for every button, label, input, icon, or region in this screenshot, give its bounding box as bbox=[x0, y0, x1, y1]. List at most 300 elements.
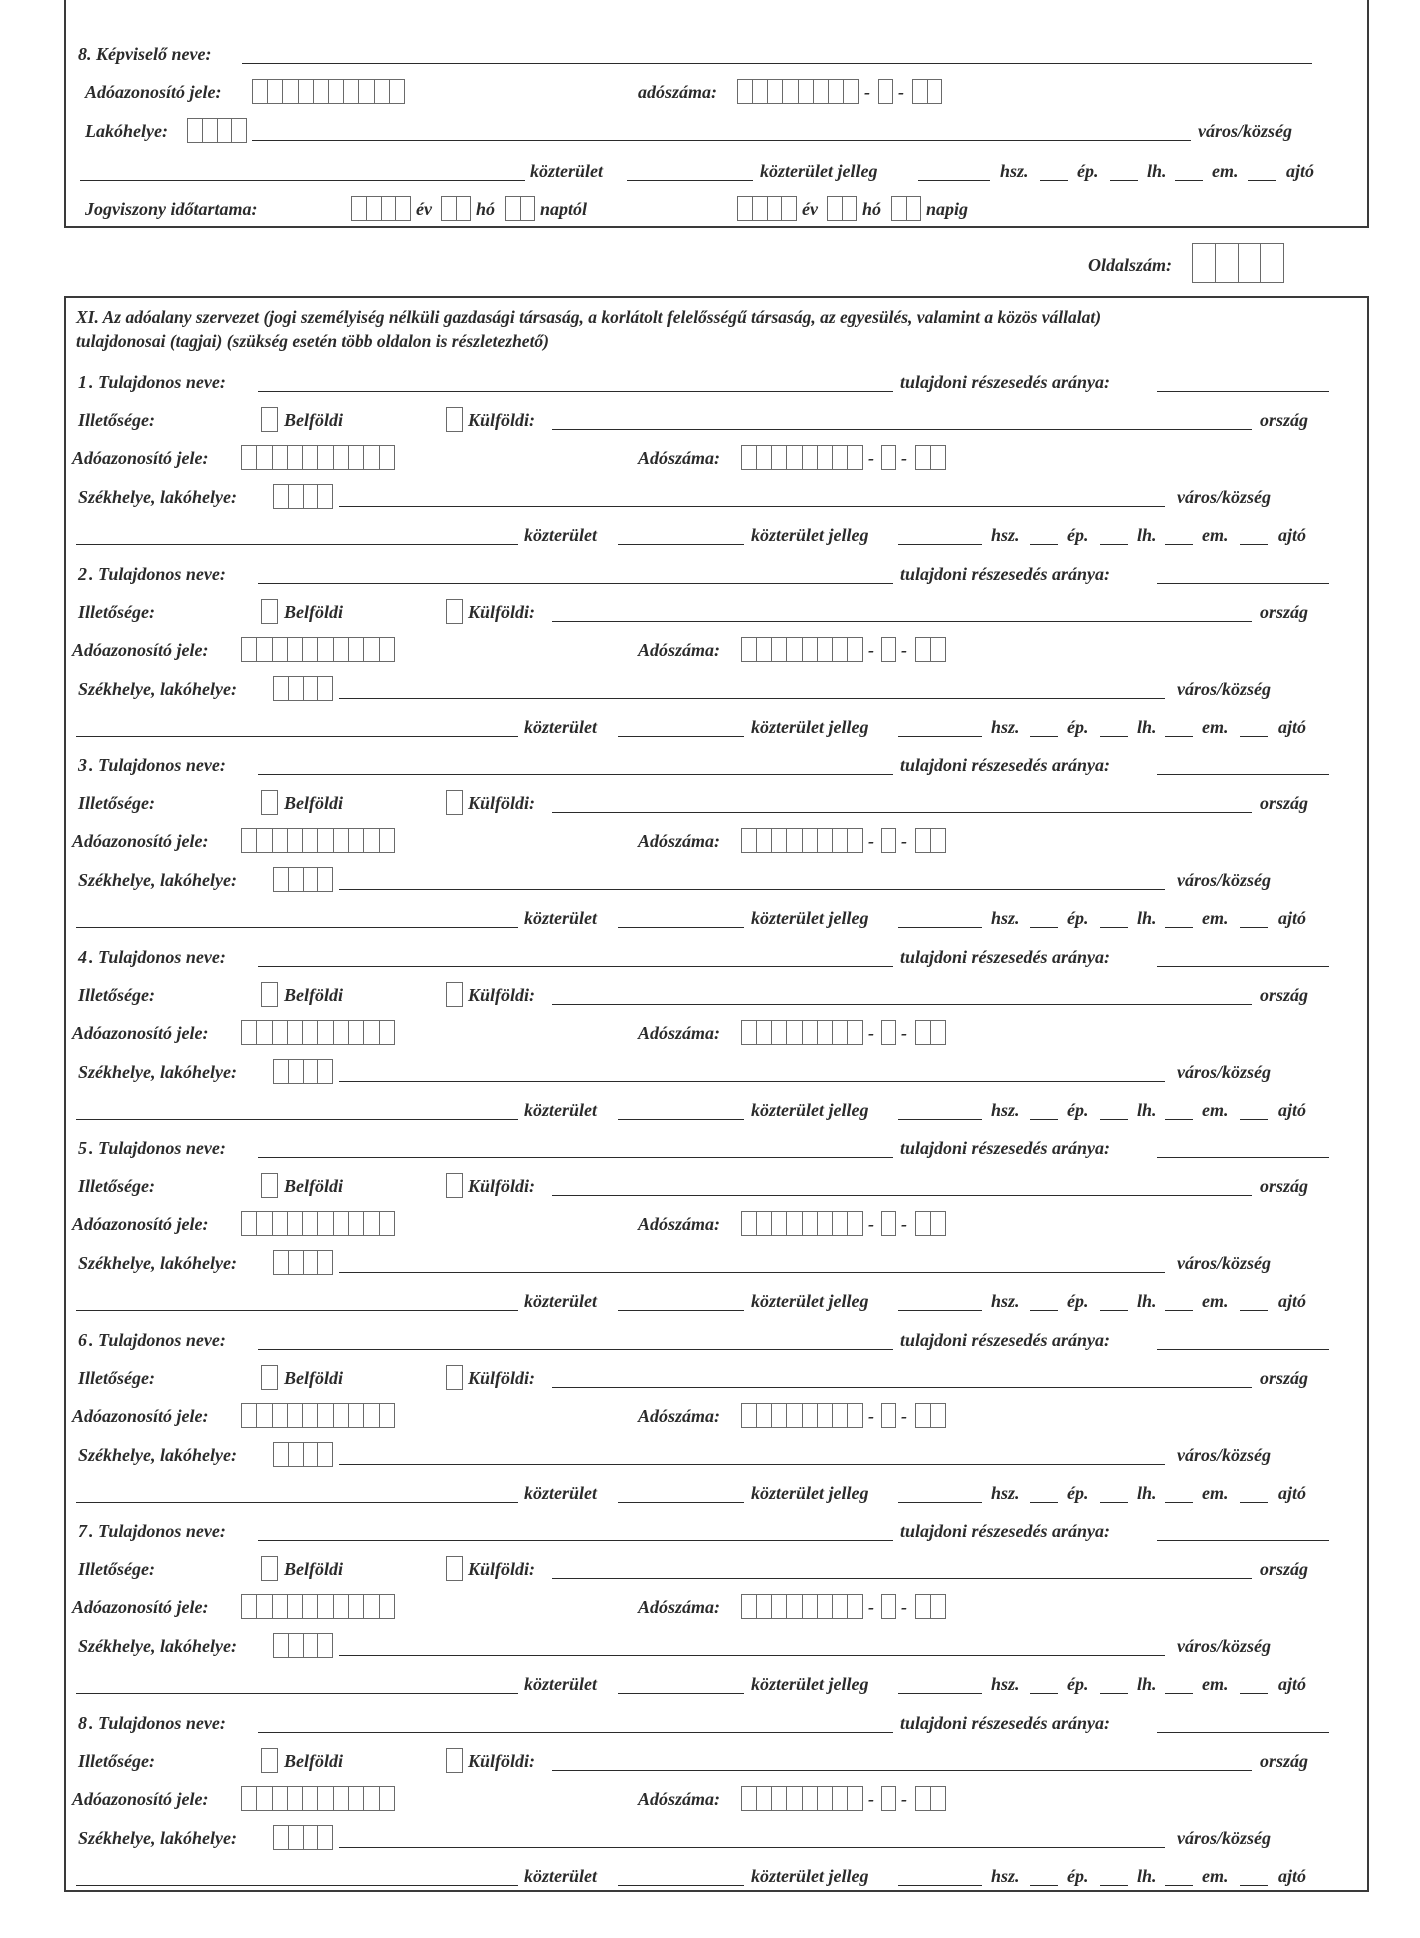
foreign-checkbox[interactable] bbox=[446, 1748, 463, 1773]
tax-num-label: Adószáma: bbox=[638, 640, 721, 660]
tax-num-boxes-a[interactable] bbox=[741, 637, 863, 662]
rep-street-field[interactable] bbox=[80, 180, 525, 181]
owner-number: 3 bbox=[78, 755, 87, 775]
domestic-checkbox[interactable] bbox=[261, 1748, 278, 1773]
from-day-boxes[interactable] bbox=[505, 196, 535, 221]
street-type-field[interactable] bbox=[618, 1885, 744, 1886]
share-field[interactable] bbox=[1157, 391, 1329, 392]
from-month-boxes[interactable] bbox=[441, 196, 471, 221]
from-year-boxes[interactable] bbox=[351, 196, 411, 221]
owner-number: 6 bbox=[78, 1330, 87, 1350]
em-field[interactable] bbox=[1165, 1119, 1193, 1120]
street-type-field[interactable] bbox=[618, 1119, 744, 1120]
street-type-label: közterület jelleg bbox=[751, 525, 869, 545]
share-field[interactable] bbox=[1157, 1540, 1329, 1541]
domestic-label: Belföldi bbox=[284, 985, 343, 1005]
city-field[interactable] bbox=[339, 889, 1165, 890]
domestic-checkbox[interactable] bbox=[261, 599, 278, 624]
share-field[interactable] bbox=[1157, 1349, 1329, 1350]
domestic-label: Belföldi bbox=[284, 1559, 343, 1579]
tax-num-boxes-c[interactable] bbox=[915, 445, 946, 470]
lh-label: lh. bbox=[1137, 1483, 1157, 1503]
country-label: ország bbox=[1260, 985, 1309, 1005]
share-label: tulajdoni részesedés aránya: bbox=[900, 1521, 1111, 1541]
domestic-checkbox[interactable] bbox=[261, 1173, 278, 1198]
city-label: város/község bbox=[1177, 1636, 1271, 1656]
tax-num-boxes-b[interactable] bbox=[881, 1786, 896, 1811]
street-label: közterület bbox=[524, 1674, 598, 1694]
ep-label: ép. bbox=[1067, 1674, 1089, 1694]
ajto-label: ajtó bbox=[1286, 161, 1315, 181]
ajto-field[interactable] bbox=[1240, 1693, 1268, 1694]
hsz-label: hsz. bbox=[1000, 161, 1029, 181]
ajto-label: ajtó bbox=[1278, 1866, 1307, 1886]
tax-num-boxes-b[interactable] bbox=[881, 1211, 896, 1236]
owner-name-field[interactable] bbox=[258, 1349, 893, 1350]
rep-legal-rel-label: Jogviszony időtartama: bbox=[85, 199, 258, 219]
country-field[interactable] bbox=[552, 812, 1252, 813]
em-field[interactable] bbox=[1165, 1502, 1193, 1503]
tax-num-boxes-a[interactable] bbox=[741, 445, 863, 470]
hsz-field[interactable] bbox=[898, 544, 982, 545]
em-field[interactable] bbox=[1165, 736, 1193, 737]
lh-field[interactable] bbox=[1100, 927, 1128, 928]
tax-id-label: Adóazonosító jele: bbox=[72, 1406, 209, 1426]
tax-num-label: Adószáma: bbox=[638, 448, 721, 468]
owner-name-field[interactable] bbox=[258, 774, 893, 775]
zip-boxes[interactable] bbox=[273, 1250, 333, 1275]
tax-id-boxes[interactable] bbox=[241, 1786, 395, 1811]
owner-name-field[interactable] bbox=[258, 1157, 893, 1158]
street-type-label: közterület jelleg bbox=[751, 717, 869, 737]
hsz-field[interactable] bbox=[898, 1310, 982, 1311]
country-label: ország bbox=[1260, 1751, 1309, 1771]
street-field[interactable] bbox=[76, 1119, 518, 1120]
street-type-field[interactable] bbox=[618, 736, 744, 737]
dash: - bbox=[901, 448, 907, 468]
rep-field[interactable] bbox=[1175, 180, 1203, 181]
lh-field[interactable] bbox=[1100, 1502, 1128, 1503]
owner-name-label: . Tulajdonos neve: bbox=[89, 1521, 226, 1541]
dash: - bbox=[868, 1406, 874, 1426]
lh-field[interactable] bbox=[1100, 1693, 1128, 1694]
city-field[interactable] bbox=[339, 698, 1165, 699]
zip-boxes[interactable] bbox=[273, 1633, 333, 1658]
owner-number: 4 bbox=[78, 947, 87, 967]
hsz-field[interactable] bbox=[898, 736, 982, 737]
street-type-label: közterület jelleg bbox=[751, 1674, 869, 1694]
street-label: közterület bbox=[530, 161, 604, 181]
tax-id-label: Adóazonosító jele: bbox=[72, 640, 209, 660]
zip-boxes[interactable] bbox=[273, 1825, 333, 1850]
tax-num-label: Adószáma: bbox=[638, 831, 721, 851]
em-field[interactable] bbox=[1165, 1310, 1193, 1311]
street-type-label: közterület jelleg bbox=[751, 1291, 869, 1311]
hsz-field[interactable] bbox=[898, 1885, 982, 1886]
street-type-field[interactable] bbox=[618, 1502, 744, 1503]
hsz-field[interactable] bbox=[898, 1502, 982, 1503]
tax-id-label: Adóazonosító jele: bbox=[72, 831, 209, 851]
ep-field[interactable] bbox=[1030, 1119, 1058, 1120]
owner-number: 1 bbox=[78, 372, 87, 392]
country-field[interactable] bbox=[552, 1387, 1252, 1388]
hsz-field[interactable] bbox=[898, 927, 982, 928]
tax-id-boxes[interactable] bbox=[241, 1211, 395, 1236]
hsz-label: hsz. bbox=[991, 1291, 1020, 1311]
tax-num-boxes-c[interactable] bbox=[915, 637, 946, 662]
owner-name-field[interactable] bbox=[258, 966, 893, 967]
dash: - bbox=[868, 1214, 874, 1234]
dash: - bbox=[868, 831, 874, 851]
residency-label: Illetősége: bbox=[78, 1368, 155, 1388]
dash: - bbox=[901, 1597, 907, 1617]
owner-number: 7 bbox=[78, 1521, 87, 1541]
street-label: közterület bbox=[524, 908, 598, 928]
rep-zip-boxes[interactable] bbox=[187, 118, 247, 143]
owner-name-field[interactable] bbox=[258, 1540, 893, 1541]
page-number-boxes[interactable] bbox=[1192, 243, 1284, 283]
owner-name-field[interactable] bbox=[258, 1732, 893, 1733]
tax-num-boxes-a[interactable] bbox=[741, 1786, 863, 1811]
ajto-label: ajtó bbox=[1278, 1100, 1307, 1120]
city-field[interactable] bbox=[339, 1464, 1165, 1465]
ajto-label: ajtó bbox=[1278, 908, 1307, 928]
dash: - bbox=[868, 1789, 874, 1809]
owner-name-label: . Tulajdonos neve: bbox=[89, 755, 226, 775]
city-field[interactable] bbox=[339, 1081, 1165, 1082]
street-type-label: közterület jelleg bbox=[751, 1866, 869, 1886]
city-label: város/község bbox=[1177, 1828, 1271, 1848]
residency-label: Illetősége: bbox=[78, 410, 155, 430]
domestic-label: Belföldi bbox=[284, 1176, 343, 1196]
domestic-checkbox[interactable] bbox=[261, 1365, 278, 1390]
ajto-label: ajtó bbox=[1278, 1483, 1307, 1503]
tax-num-boxes-c[interactable] bbox=[915, 1020, 946, 1045]
zip-boxes[interactable] bbox=[273, 676, 333, 701]
hsz-label: hsz. bbox=[991, 1100, 1020, 1120]
street-label: közterület bbox=[524, 525, 598, 545]
lh-label: lh. bbox=[1137, 1291, 1157, 1311]
country-label: ország bbox=[1260, 1176, 1309, 1196]
share-field[interactable] bbox=[1157, 966, 1329, 967]
street-type-field[interactable] bbox=[618, 927, 744, 928]
rep-name-field[interactable] bbox=[242, 63, 1312, 64]
rep-field[interactable] bbox=[1040, 180, 1068, 181]
rep-tax-num-label: adószáma: bbox=[638, 82, 718, 102]
zip-boxes[interactable] bbox=[273, 484, 333, 509]
to-month-boxes[interactable] bbox=[827, 196, 857, 221]
foreign-label: Külföldi: bbox=[468, 602, 536, 622]
zip-boxes[interactable] bbox=[273, 1059, 333, 1084]
rep-tax-num-boxes-a[interactable] bbox=[737, 79, 859, 104]
owner-number: 8 bbox=[78, 1713, 87, 1733]
rep-field[interactable] bbox=[918, 180, 990, 181]
city-label: város/község bbox=[1177, 487, 1271, 507]
seat-label: Székhelye, lakóhelye: bbox=[78, 679, 237, 699]
year-label: év bbox=[802, 199, 818, 219]
street-field[interactable] bbox=[76, 927, 518, 928]
street-type-label: közterület jelleg bbox=[751, 908, 869, 928]
owner-name-field[interactable] bbox=[258, 391, 893, 392]
owner-name-label: . Tulajdonos neve: bbox=[89, 947, 226, 967]
tax-num-label: Adószáma: bbox=[638, 1406, 721, 1426]
country-label: ország bbox=[1260, 410, 1309, 430]
seat-label: Székhelye, lakóhelye: bbox=[78, 1828, 237, 1848]
share-field[interactable] bbox=[1157, 1157, 1329, 1158]
ajto-label: ajtó bbox=[1278, 717, 1307, 737]
owners-section-frame bbox=[64, 296, 1369, 1892]
em-label: em. bbox=[1202, 525, 1229, 545]
tax-id-label: Adóazonosító jele: bbox=[72, 1214, 209, 1234]
zip-boxes[interactable] bbox=[273, 867, 333, 892]
em-field[interactable] bbox=[1165, 1693, 1193, 1694]
share-label: tulajdoni részesedés aránya: bbox=[900, 947, 1111, 967]
street-type-field[interactable] bbox=[618, 1310, 744, 1311]
lh-field[interactable] bbox=[1100, 1119, 1128, 1120]
residency-label: Illetősége: bbox=[78, 1751, 155, 1771]
ep-label: ép. bbox=[1067, 1483, 1089, 1503]
tax-num-label: Adószáma: bbox=[638, 1023, 721, 1043]
tax-id-boxes[interactable] bbox=[241, 637, 395, 662]
ajto-field[interactable] bbox=[1240, 1119, 1268, 1120]
tax-num-boxes-c[interactable] bbox=[915, 1786, 946, 1811]
foreign-checkbox[interactable] bbox=[446, 1365, 463, 1390]
foreign-label: Külföldi: bbox=[468, 1176, 536, 1196]
rep-street-type-field[interactable] bbox=[627, 180, 753, 181]
lh-label: lh. bbox=[1137, 717, 1157, 737]
rep-field[interactable] bbox=[1248, 180, 1276, 181]
lh-label: lh. bbox=[1137, 908, 1157, 928]
ep-field[interactable] bbox=[1030, 1310, 1058, 1311]
seat-label: Székhelye, lakóhelye: bbox=[78, 1445, 237, 1465]
rep-field[interactable] bbox=[1110, 180, 1138, 181]
city-field[interactable] bbox=[339, 506, 1165, 507]
city-label: város/község bbox=[1177, 679, 1271, 699]
foreign-checkbox[interactable] bbox=[446, 982, 463, 1007]
tax-num-boxes-c[interactable] bbox=[915, 1403, 946, 1428]
street-field[interactable] bbox=[76, 1693, 518, 1694]
lh-field[interactable] bbox=[1100, 1885, 1128, 1886]
residency-label: Illetősége: bbox=[78, 793, 155, 813]
ep-field[interactable] bbox=[1030, 736, 1058, 737]
tax-num-boxes-a[interactable] bbox=[741, 828, 863, 853]
hsz-label: hsz. bbox=[991, 908, 1020, 928]
street-field[interactable] bbox=[76, 544, 518, 545]
ep-field[interactable] bbox=[1030, 1693, 1058, 1694]
foreign-label: Külföldi: bbox=[468, 1751, 536, 1771]
tax-id-label: Adóazonosító jele: bbox=[72, 1789, 209, 1809]
em-label: em. bbox=[1202, 1291, 1229, 1311]
street-type-field[interactable] bbox=[618, 1693, 744, 1694]
tax-id-label: Adóazonosító jele: bbox=[72, 1597, 209, 1617]
street-type-field[interactable] bbox=[618, 544, 744, 545]
lh-field[interactable] bbox=[1100, 736, 1128, 737]
tax-num-boxes-b[interactable] bbox=[881, 828, 896, 853]
dash: - bbox=[864, 82, 870, 102]
ajto-field[interactable] bbox=[1240, 1885, 1268, 1886]
hsz-label: hsz. bbox=[991, 1866, 1020, 1886]
foreign-checkbox[interactable] bbox=[446, 790, 463, 815]
tax-num-boxes-b[interactable] bbox=[881, 1020, 896, 1045]
country-field[interactable] bbox=[552, 1004, 1252, 1005]
em-field[interactable] bbox=[1165, 927, 1193, 928]
tax-id-boxes[interactable] bbox=[241, 445, 395, 470]
tax-num-boxes-b[interactable] bbox=[881, 445, 896, 470]
tax-num-boxes-a[interactable] bbox=[741, 1594, 863, 1619]
seat-label: Székhelye, lakóhelye: bbox=[78, 1062, 237, 1082]
country-field[interactable] bbox=[552, 429, 1252, 430]
dash: - bbox=[901, 1406, 907, 1426]
foreign-label: Külföldi: bbox=[468, 985, 536, 1005]
zip-boxes[interactable] bbox=[273, 1442, 333, 1467]
dash: - bbox=[898, 82, 904, 102]
share-field[interactable] bbox=[1157, 1732, 1329, 1733]
em-label: em. bbox=[1212, 161, 1239, 181]
city-label: város/község bbox=[1177, 870, 1271, 890]
ep-field[interactable] bbox=[1030, 1502, 1058, 1503]
street-field[interactable] bbox=[76, 1310, 518, 1311]
ajto-label: ajtó bbox=[1278, 1291, 1307, 1311]
foreign-label: Külföldi: bbox=[468, 410, 536, 430]
foreign-checkbox[interactable] bbox=[446, 1556, 463, 1581]
tax-id-boxes[interactable] bbox=[241, 1020, 395, 1045]
ep-field[interactable] bbox=[1030, 544, 1058, 545]
domestic-label: Belföldi bbox=[284, 410, 343, 430]
seat-label: Székhelye, lakóhelye: bbox=[78, 1636, 237, 1656]
street-label: közterület bbox=[524, 717, 598, 737]
country-label: ország bbox=[1260, 602, 1309, 622]
domestic-checkbox[interactable] bbox=[261, 790, 278, 815]
hsz-label: hsz. bbox=[991, 717, 1020, 737]
seat-label: Székhelye, lakóhelye: bbox=[78, 870, 237, 890]
city-field[interactable] bbox=[339, 1847, 1165, 1848]
tax-num-boxes-c[interactable] bbox=[915, 1594, 946, 1619]
tax-id-boxes[interactable] bbox=[241, 1594, 395, 1619]
share-label: tulajdoni részesedés aránya: bbox=[900, 1138, 1111, 1158]
lh-field[interactable] bbox=[1100, 1310, 1128, 1311]
em-label: em. bbox=[1202, 1483, 1229, 1503]
em-label: em. bbox=[1202, 717, 1229, 737]
ajto-field[interactable] bbox=[1240, 1502, 1268, 1503]
foreign-checkbox[interactable] bbox=[446, 599, 463, 624]
street-field[interactable] bbox=[76, 1885, 518, 1886]
ep-label: ép. bbox=[1067, 717, 1089, 737]
share-label: tulajdoni részesedés aránya: bbox=[900, 564, 1111, 584]
hsz-field[interactable] bbox=[898, 1693, 982, 1694]
to-label: napig bbox=[926, 199, 969, 219]
ep-field[interactable] bbox=[1030, 927, 1058, 928]
ajto-field[interactable] bbox=[1240, 927, 1268, 928]
foreign-checkbox[interactable] bbox=[446, 407, 463, 432]
street-field[interactable] bbox=[76, 1502, 518, 1503]
ajto-field[interactable] bbox=[1240, 544, 1268, 545]
dash: - bbox=[901, 640, 907, 660]
street-field[interactable] bbox=[76, 736, 518, 737]
tax-num-boxes-c[interactable] bbox=[915, 1211, 946, 1236]
city-field[interactable] bbox=[339, 1272, 1165, 1273]
to-year-boxes[interactable] bbox=[737, 196, 797, 221]
tax-num-boxes-b[interactable] bbox=[881, 1403, 896, 1428]
residency-label: Illetősége: bbox=[78, 1559, 155, 1579]
hsz-label: hsz. bbox=[991, 525, 1020, 545]
ep-label: ép. bbox=[1067, 908, 1089, 928]
hsz-field[interactable] bbox=[898, 1119, 982, 1120]
tax-id-label: Adóazonosító jele: bbox=[72, 448, 209, 468]
domestic-checkbox[interactable] bbox=[261, 1556, 278, 1581]
rep-city-field[interactable] bbox=[252, 140, 1191, 141]
country-label: ország bbox=[1260, 1368, 1309, 1388]
domestic-checkbox[interactable] bbox=[261, 982, 278, 1007]
foreign-checkbox[interactable] bbox=[446, 1173, 463, 1198]
foreign-label: Külföldi: bbox=[468, 1559, 536, 1579]
residency-label: Illetősége: bbox=[78, 602, 155, 622]
country-field[interactable] bbox=[552, 621, 1252, 622]
share-label: tulajdoni részesedés aránya: bbox=[900, 372, 1111, 392]
tax-num-boxes-c[interactable] bbox=[915, 828, 946, 853]
country-field[interactable] bbox=[552, 1578, 1252, 1579]
ep-label: ép. bbox=[1067, 1866, 1089, 1886]
tax-num-boxes-b[interactable] bbox=[881, 637, 896, 662]
ep-field[interactable] bbox=[1030, 1885, 1058, 1886]
seat-label: Székhelye, lakóhelye: bbox=[78, 1253, 237, 1273]
domestic-label: Belföldi bbox=[284, 1368, 343, 1388]
page-number-label: Oldalszám: bbox=[1088, 255, 1173, 275]
rep-city-suffix: város/község bbox=[1198, 121, 1292, 141]
owner-name-label: . Tulajdonos neve: bbox=[89, 372, 226, 392]
hsz-label: hsz. bbox=[991, 1483, 1020, 1503]
em-field[interactable] bbox=[1165, 544, 1193, 545]
share-field[interactable] bbox=[1157, 774, 1329, 775]
share-label: tulajdoni részesedés aránya: bbox=[900, 1330, 1111, 1350]
city-field[interactable] bbox=[339, 1655, 1165, 1656]
dash: - bbox=[868, 1023, 874, 1043]
tax-id-boxes[interactable] bbox=[241, 828, 395, 853]
domestic-label: Belföldi bbox=[284, 602, 343, 622]
rep-tax-id-boxes[interactable] bbox=[252, 79, 405, 104]
em-label: em. bbox=[1202, 1674, 1229, 1694]
city-label: város/község bbox=[1177, 1253, 1271, 1273]
representative-frame bbox=[64, 0, 1369, 228]
tax-num-boxes-b[interactable] bbox=[881, 1594, 896, 1619]
country-field[interactable] bbox=[552, 1195, 1252, 1196]
country-label: ország bbox=[1260, 1559, 1309, 1579]
em-label: em. bbox=[1202, 1866, 1229, 1886]
ajto-field[interactable] bbox=[1240, 1310, 1268, 1311]
ajto-field[interactable] bbox=[1240, 736, 1268, 737]
lh-label: lh. bbox=[1137, 1866, 1157, 1886]
rep-tax-num-boxes-b[interactable] bbox=[878, 79, 893, 104]
em-field[interactable] bbox=[1165, 1885, 1193, 1886]
tax-num-boxes-a[interactable] bbox=[741, 1020, 863, 1045]
owner-name-field[interactable] bbox=[258, 583, 893, 584]
domestic-checkbox[interactable] bbox=[261, 407, 278, 432]
share-field[interactable] bbox=[1157, 583, 1329, 584]
country-field[interactable] bbox=[552, 1770, 1252, 1771]
country-label: ország bbox=[1260, 793, 1309, 813]
foreign-label: Külföldi: bbox=[468, 1368, 536, 1388]
share-label: tulajdoni részesedés aránya: bbox=[900, 755, 1111, 775]
street-label: közterület bbox=[524, 1866, 598, 1886]
tax-id-boxes[interactable] bbox=[241, 1403, 395, 1428]
to-day-boxes[interactable] bbox=[891, 196, 921, 221]
dash: - bbox=[868, 1597, 874, 1617]
tax-num-boxes-a[interactable] bbox=[741, 1403, 863, 1428]
rep-tax-num-boxes-c[interactable] bbox=[912, 79, 942, 104]
tax-num-boxes-a[interactable] bbox=[741, 1211, 863, 1236]
ep-label: ép. bbox=[1077, 161, 1099, 181]
lh-field[interactable] bbox=[1100, 544, 1128, 545]
seat-label: Székhelye, lakóhelye: bbox=[78, 487, 237, 507]
